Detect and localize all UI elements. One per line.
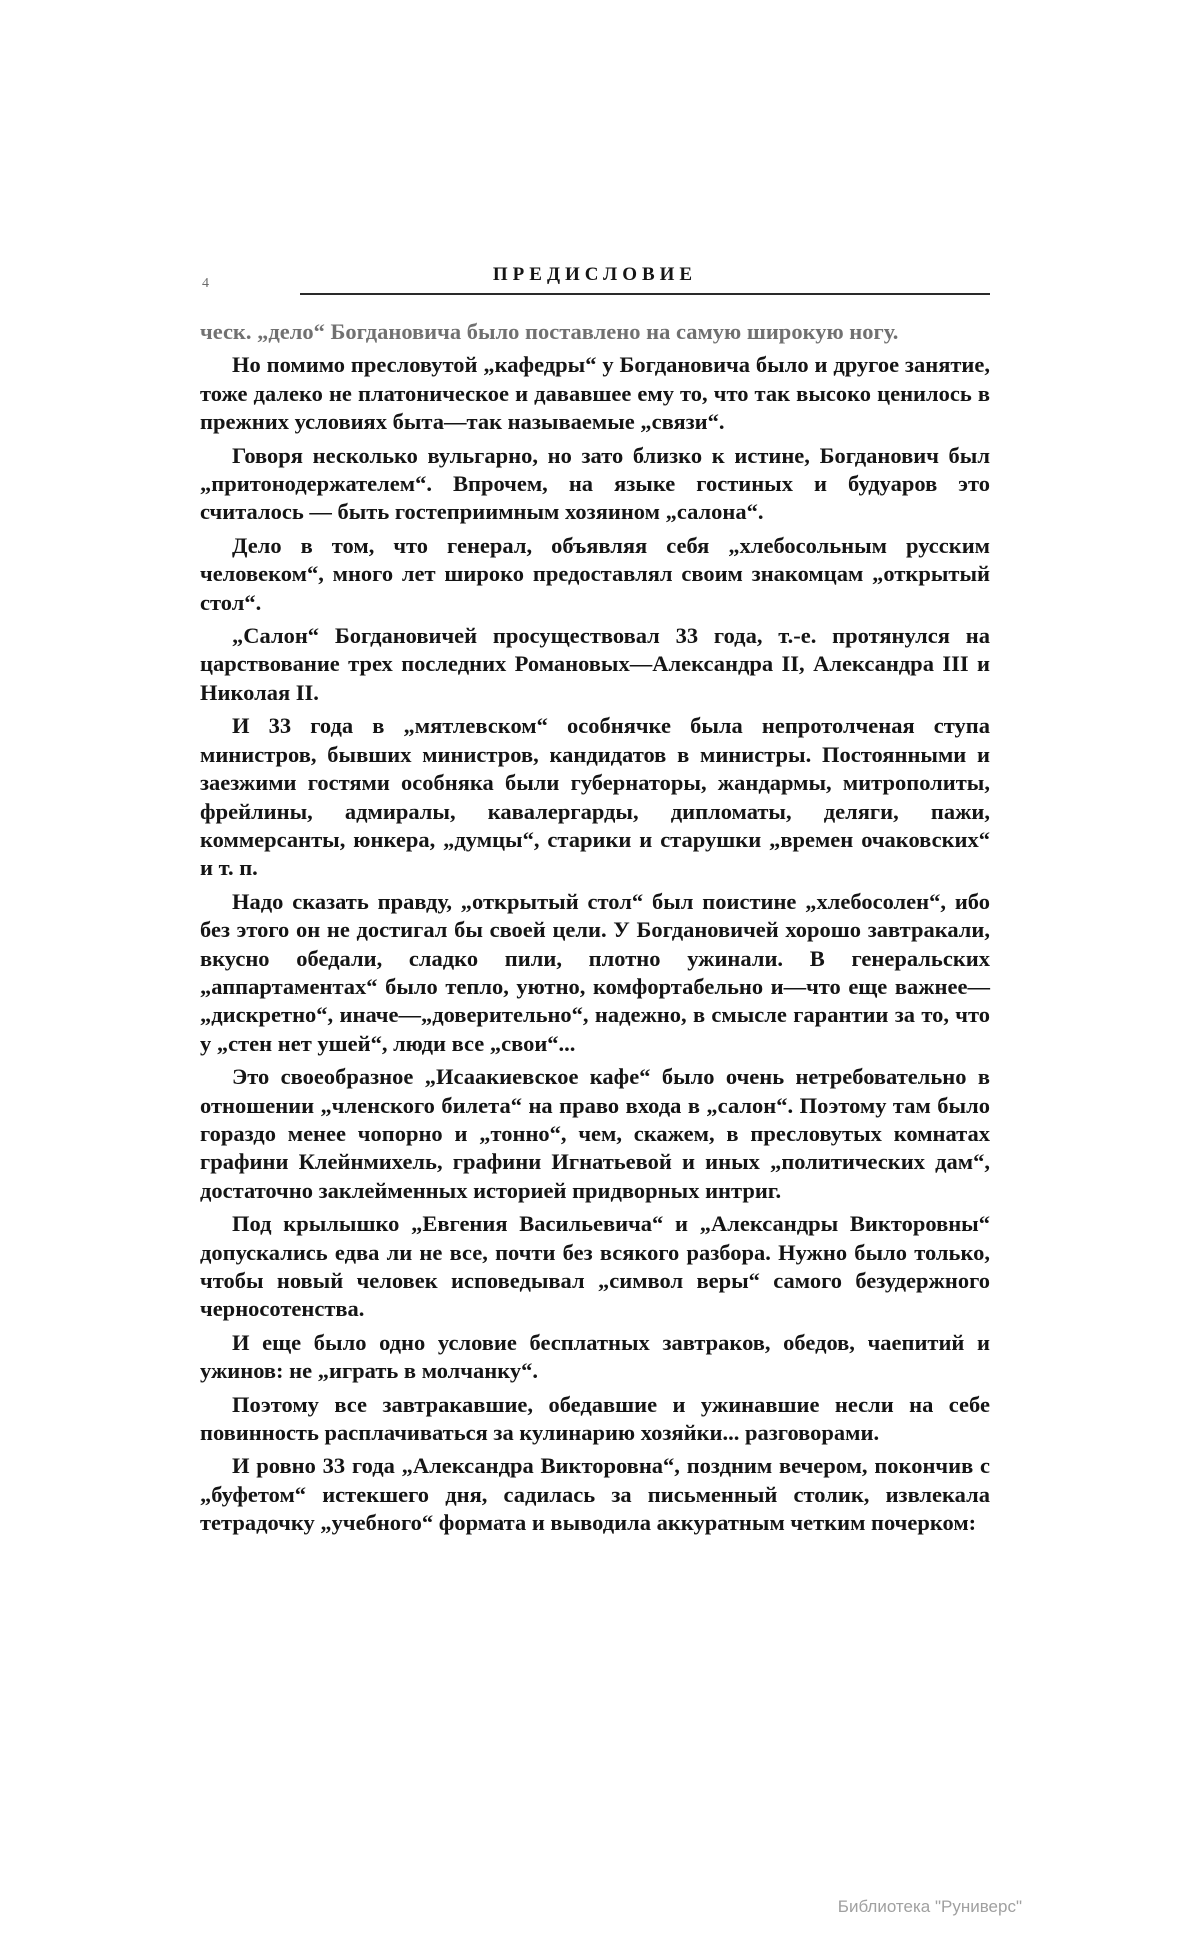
paragraph: И ровно 33 года „Александра Викторовна“, поздним вечером, покончив с „буфетом“ истекшего дня, садилась за письменный столик, извлекала тетрадочку „учебного“ формата и выводила аккуратным четким почерком: (200, 1453, 990, 1536)
paragraph: Под крылышко „Евгения Васильевича“ и „Александры Викторовны“ допускались едва ли не все, почти без всякого разбора. Нужно было только, чтобы новый человек исповедывал „символ веры“ самого безудержного черносотенства. (200, 1211, 990, 1322)
paragraph: Это своеобразное „Исаакиевское кафе“ было очень нетребовательно в отношении „членского билета“ на право входа в „салон“. Поэтому там было гораздо менее чопорно и „тонно“, чем, скажем, в пресловутых комнатах графини Клейнмихель, графини Игнатьевой и иных „политических дам“, достаточно заклейменных историей придворных интриг. (200, 1064, 990, 1203)
paragraph: Поэтому все завтракавшие, обедавшие и ужинавшие несли на себе повинность расплачиваться за кулинарию хозяйки... разговорами. (200, 1391, 990, 1446)
paragraph: Говоря несколько вульгарно, но зато близко к истине, Богданович был „притонодержателем“. Впрочем, на языке гостиных и будуаров это считалось — быть гостеприимным хозяином „салона“. (200, 442, 990, 525)
header-rule (300, 293, 990, 295)
page-header (200, 262, 990, 296)
paragraph: Но помимо пресловутой „кафедры“ у Богдановича было и другое занятие, тоже далеко не платоническое и дававшее ему то, что так высоко ценилось в прежних условиях быта—так называемые „связи“. (200, 352, 990, 435)
running-title: ПРЕДИСЛОВИЕ (492, 264, 698, 285)
paragraph: И еще было одно условие бесплатных завтраков, обедов, чаепитий и ужинов: не „играть в молчанку“. (200, 1329, 990, 1384)
paragraph: „Салон“ Богдановичей просуществовал 33 года, т.-е. протянулся на царствование трех последних Романовых—Александра II, Александра III и Николая II. (200, 623, 990, 705)
text-body (200, 318, 990, 1543)
page-number: 4 (202, 276, 209, 291)
paragraph: Надо сказать правду, „открытый стол“ был поистине „хлебосолен“, ибо без этого он не достигал бы своей цели. У Богдановичей хорошо завтракали, вкусно обедали, сладко пили, плотно ужинали. В генеральских „аппартаментах“ было тепло, уютно, комфортабельно и—что еще важнее—„дискретно“, иначе—„доверительно“, надежно, в смысле гарантии за то, что у „стен нет ушей“, люди все „свои“... (200, 888, 990, 1056)
library-watermark: Библиотека "Руниверс" (837, 1897, 1022, 1916)
paragraph: Дело в том, что генерал, объявляя себя „хлебосольным русским человеком“, много лет широко предоставлял своим знакомцам „открытый стол“. (200, 532, 990, 615)
paragraph: И 33 года в „мятлевском“ особнячке была непротолченая ступа министров, бывших министров, кандидатов в министры. Постоянными и заезжими гостями особняка были губернаторы, жандармы, митрополиты, фрейлины, адмиралы, кавалергарды, дипломаты, деляги, пажи, коммерсанты, юнкера, „думцы“, старики и старушки „времен очаковских“ и т. п. (200, 713, 990, 881)
paragraph: ческ. „дело“ Богдановича было поставлено на самую широкую ногу. (200, 319, 899, 344)
